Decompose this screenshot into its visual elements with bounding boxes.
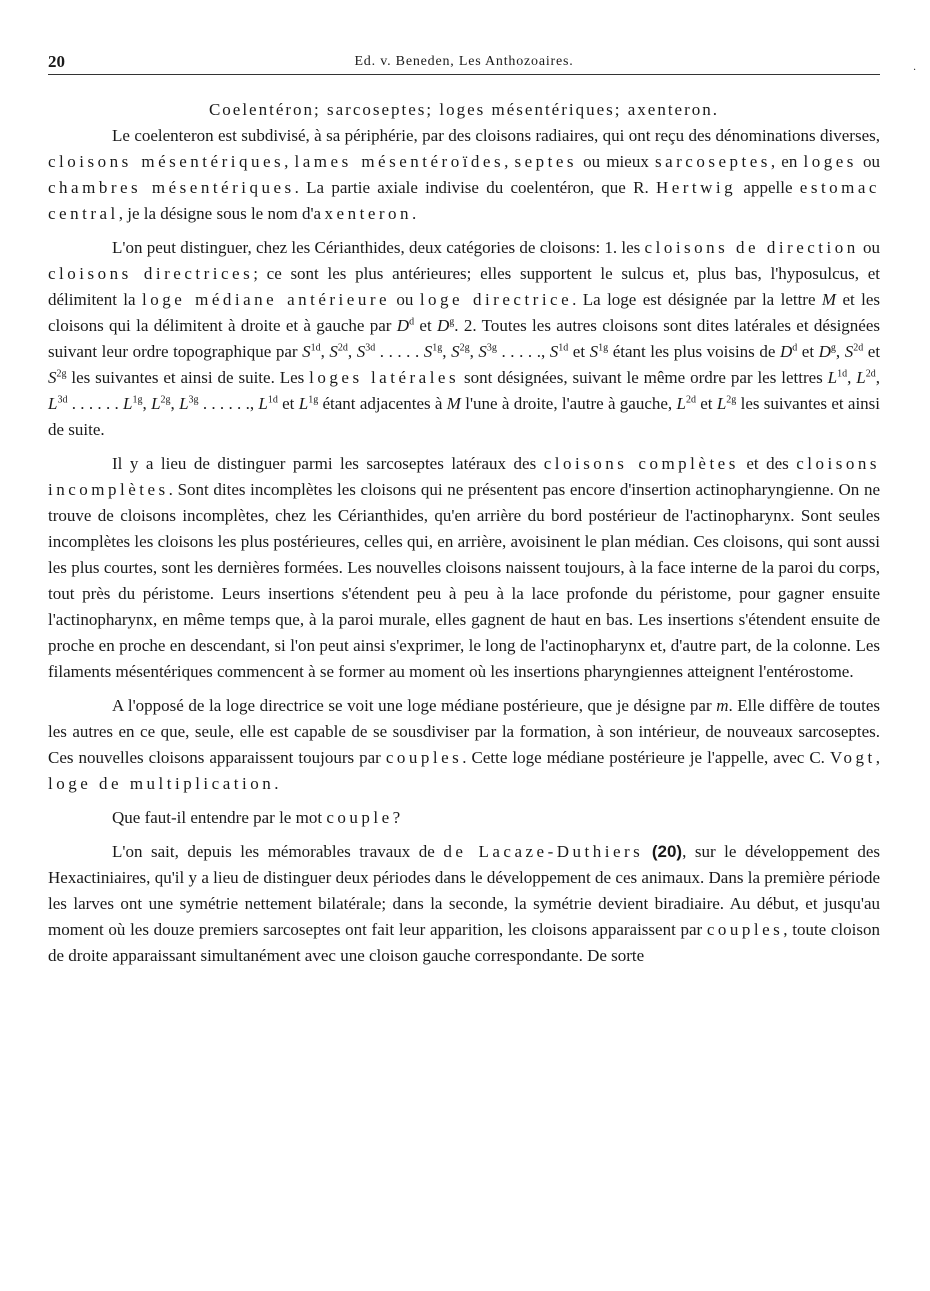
paragraph-question: Que faut-il entendre par le mot couple? — [112, 808, 401, 827]
section-title: Coelentéron; sarcoseptes; loges mésentériques; axenteron. — [208, 100, 720, 119]
term: cloisons mésentériques — [48, 152, 285, 171]
term: cloisons complètes — [543, 454, 739, 473]
term: sarcoseptes — [654, 152, 771, 171]
page-header — [48, 52, 880, 74]
term: couple — [326, 808, 393, 827]
author-name: de Lacaze-Duthiers — [443, 842, 644, 861]
term: couples — [706, 920, 784, 939]
corner-mark: . — [913, 62, 917, 73]
paragraph-developpement: L'on sait, depuis les mémorables travaux de de Lacaze-Duthiers (20), sur le développement des Hexactiniaires, qu'il y a lieu de distinguer deux périodes dans le développement de ces animaux. Dans la première période les larves ont une symétrie nettement bilatérale; dans la seconde, la symétrie devient biradiaire. Au début, et jusqu'au moment où les douze premiers sarcoseptes ont fait leur apparition, les cloisons apparaissent par couples, toute cloison de droite apparaissant simultanément avec une cloison gauche correspondante. De sorte — [48, 842, 880, 965]
header-rule — [48, 74, 880, 75]
body-text — [48, 97, 880, 977]
paragraph-coelenteron: Le coelenteron est subdivisé, à sa périphérie, par des cloisons radiaires, qui ont reçu des dénominations diverses, cloisons mésentériques, lames mésentéroïdes, septes ou mieux sarcoseptes, en loges ou chambres mésentériques. La partie axiale indivise du coelentéron, que R. Hertwig appelle estomac central, je la désigne sous le nom d'axenteron. — [48, 126, 881, 223]
page-number: 20 — [48, 52, 65, 71]
author-name: Vogt — [829, 748, 876, 767]
term: loge de multiplication — [48, 774, 275, 793]
paragraph-cloisons: L'on peut distinguer, chez les Cérianthides, deux catégories de cloisons: 1. les cloisons de direction ou cloisons directrices; ce sont les plus antérieures; elles supportent le sulcus et, plus bas, l'hyposulcus, et délimitent la loge médiane antérieure ou loge directrice. La loge est désignée par la lettre M et les cloisons qui la délimitent à droite et à gauche par $D^d$ et $D^g$. 2. Toutes les autres cloisons sont dites latérales et désignées suivant leur ordre topographique par $S^{1d}$, $S^{2d}$, $S^{3d}$ . . . . . $S^{1g}$, $S^{2g}$, $S^{3g}$ . . . . ., $S^{1d}$ et $S^{1g}$ étant les plus voisins de $D^d$ et $D^g$, $S^{2d}$ et $S^{2g}$ les suivantes et ainsi de suite. Les loges latérales sont désignées, suivant le même ordre par les lettres $L^{1d}$, $L^{2d}$, $L^{3d}$ . . . . . . $L^{1g}$, $L^{2g}$, $L^{3g}$ . . . . . ., $L^{1d}$ et $L^{1g}$ étant adjacentes à M l'une à droite, l'autre à gauche, $L^{2d}$ et $L^{2g}$ les suivantes et ainsi de suite. — [48, 238, 881, 439]
term: cloisons de direction — [644, 238, 859, 257]
term: estomac central — [48, 178, 880, 223]
term: couples — [385, 748, 463, 767]
term: loge directrice — [419, 290, 573, 309]
term: septes — [514, 152, 578, 171]
term: loge médiane antérieure — [141, 290, 391, 309]
term: loges latérales — [309, 368, 460, 387]
author-name: Hertwig — [655, 178, 737, 197]
paragraph-loge-mediane: A l'opposé de la loge directrice se voit une loge médiane postérieure, que je désigne par m. Elle diffère de toutes les autres en ce que, seule, elle est capable de se sousdiviser par la formation, à son intérieur, de nouveaux sarcoseptes. Ces nouvelles cloisons apparaissent toujours par couples. Cette loge médiane postérieure je l'appelle, avec C. Vogt, loge de multiplication. — [48, 696, 880, 793]
running-head: Ed. v. Beneden, Les Anthozoaires. — [354, 54, 574, 69]
term: cloisons directrices — [48, 264, 254, 283]
term: cloisons incomplètes — [48, 454, 880, 499]
paragraph-cloisons-completes: Il y a lieu de distinguer parmi les sarcoseptes latéraux des cloisons complètes et des cloisons incomplètes. Sont dites incomplètes les cloisons qui ne présentent pas encore d'insertion actinopharyngienne. On ne trouve de cloisons incomplètes, chez les Cérianthides, qu'en arrière du bord postérieur de l'actinopharynx. Sont seules incomplètes les cloisons les plus postérieures, celles qui, en arrière, avoisinent le plan médian. Ces cloisons, qui sont aussi les plus courtes, sont les dernières formées. Les nouvelles cloisons naissent toujours, à la face interne de la paroi du corps, tout près du péristome. Leurs insertions s'étendent peu à peu à la lace profonde du péristome, pour gagner ensuite l'actinopharynx, en même temps que, à la paroi murale, elles gagnent de haut en bas. Les insertions s'étendent ensuite de proche en proche en descendant, si l'on peut ainsi s'exprimer, le long de l'actinopharynx et, d'autre part, de la colonne. Les filaments mésentériques commencent à se former au moment où les insertions pharyngiennes atteignent l'entérostome. — [48, 454, 880, 681]
term: axenteron — [313, 204, 413, 223]
term: loges — [803, 152, 857, 171]
term: lames mésentéroïdes — [294, 152, 505, 171]
term: chambres mésentériques — [48, 178, 295, 197]
reference-number: (20) — [651, 842, 683, 861]
